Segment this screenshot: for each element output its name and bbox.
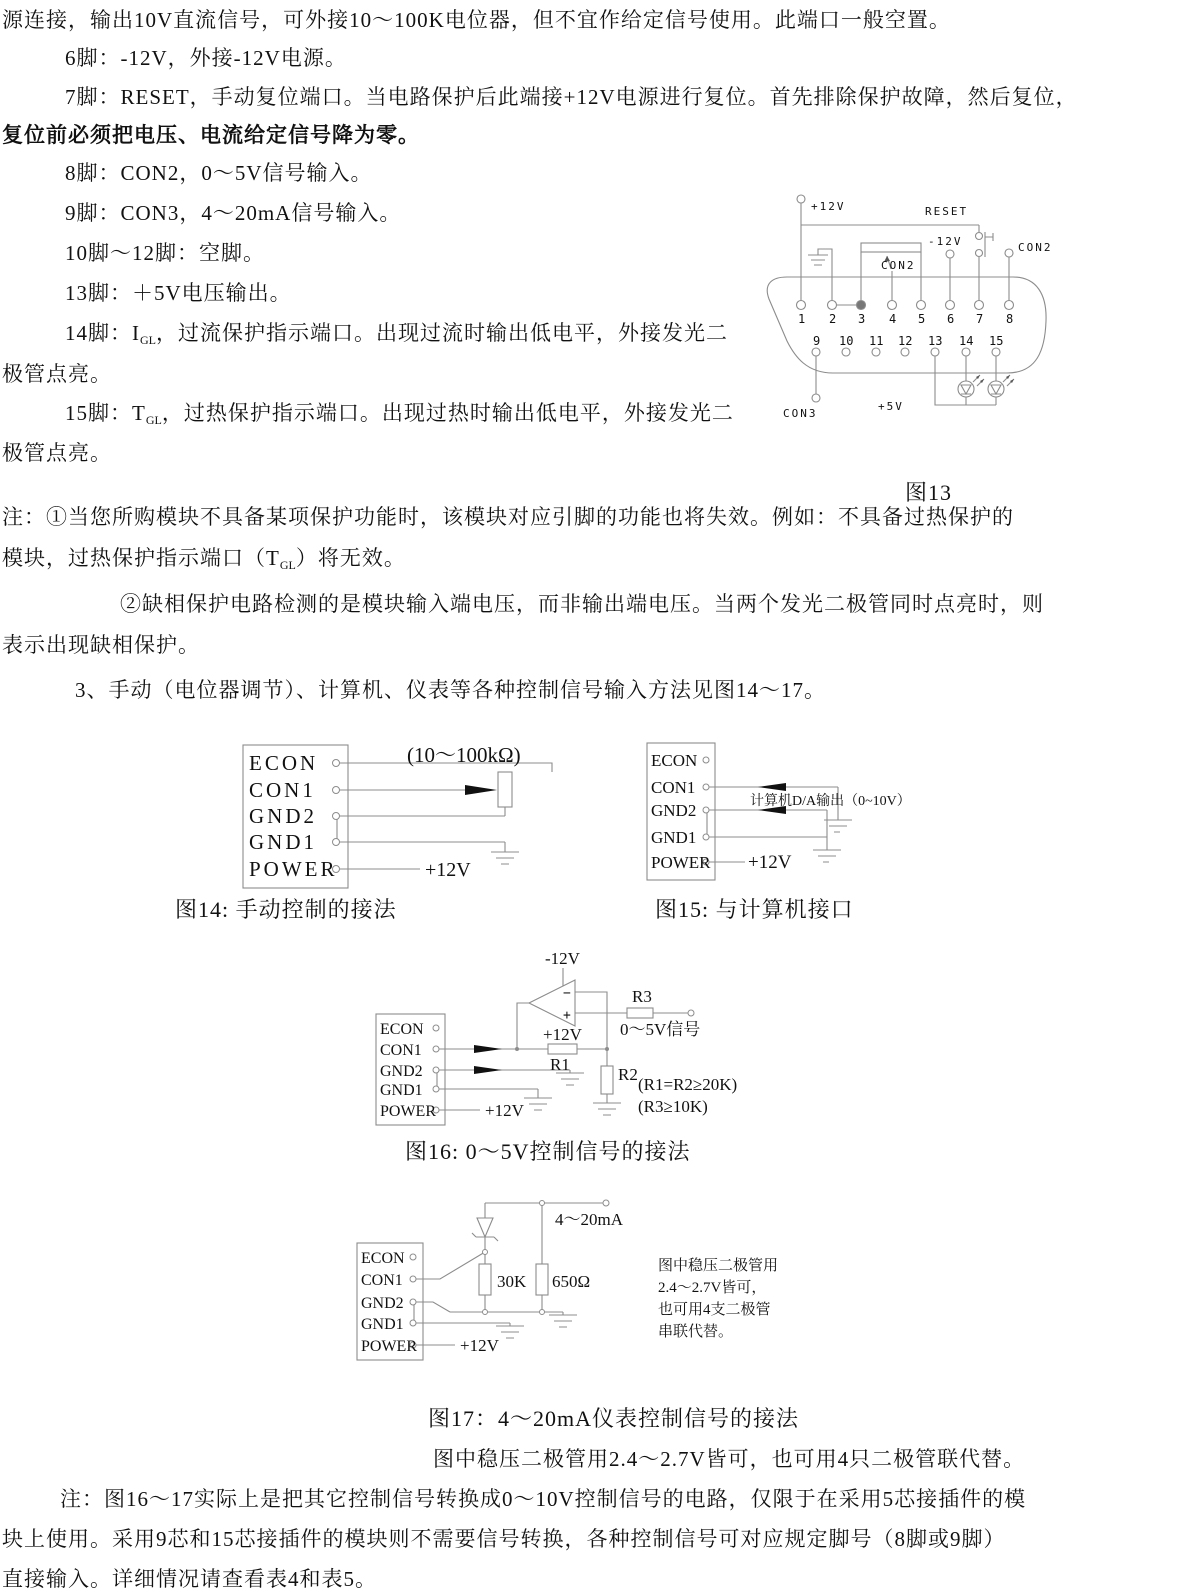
side-note-line: 2.4～2.7V皆可， (658, 1280, 767, 1296)
fig17-pin-labels (361, 1250, 417, 1355)
body-line: 6脚：-12V，外接-12V电源。 (65, 46, 347, 70)
pin-label: CON1 (651, 778, 696, 797)
opamp-minus-sign: − (563, 986, 571, 1001)
side-note-line: 串联代替。 (658, 1324, 734, 1340)
r3-label: R3 (632, 987, 652, 1006)
body-line-pre: 15脚：T (65, 401, 146, 425)
body-line: 极管点亮。 (2, 441, 112, 465)
pin-number: 7 (976, 312, 984, 326)
pin-label: GND1 (380, 1082, 423, 1099)
pot-value-label: (10～100kΩ) (407, 743, 521, 767)
da-output-label: 计算机D/A输出（0~10V） (750, 794, 911, 809)
fig13-caption: 图13 (905, 480, 953, 505)
pin-label: ECON (380, 1021, 424, 1038)
pin-label: GND1 (249, 830, 317, 854)
con2-pot-label: CON2 (881, 259, 916, 272)
pin-label: ECON (249, 751, 319, 775)
plus12v-label: +12V (460, 1336, 499, 1355)
fig13-terminals (797, 195, 1014, 402)
pin-number: 5 (918, 312, 926, 326)
body-line-post: ，过热保护指示端口。出现过热时输出低电平，外接发光二 (161, 401, 734, 425)
plus12v-label: +12V (811, 200, 846, 213)
pin-label: POWER (361, 1338, 417, 1355)
fig14-pin-labels (249, 751, 338, 881)
con2-pin8-label: CON2 (1018, 241, 1053, 254)
fig15-caption: 图15: 与计算机接口 (655, 897, 854, 922)
pin-number: 11 (869, 334, 884, 348)
subscript: GL (140, 333, 156, 347)
pin-number: 9 (813, 334, 821, 348)
pin-number: 14 (959, 334, 974, 348)
fig17-side-note (658, 1255, 778, 1343)
pin-number: 15 (989, 334, 1004, 348)
body-line-bold: 复位前必须把电压、电流给定信号降为零。 (2, 123, 420, 147)
fig14-pins (333, 760, 340, 873)
plus12v-label: +12V (425, 859, 471, 881)
pin-label: POWER (249, 857, 338, 881)
pin-number: 6 (947, 312, 955, 326)
con3-label: CON3 (783, 407, 818, 420)
pin-label: GND1 (651, 828, 697, 847)
body-line: 块上使用。采用9芯和15芯接插件的模块则不需要信号转换，各种控制信号可对应规定脚号（8脚或9脚） (2, 1527, 1006, 1551)
opamp-plus-sign: + (563, 1008, 571, 1023)
pin-number: 2 (829, 312, 837, 326)
body-line: 图中稳压二极管用2.4～2.7V皆可，也可用4只二极管联代替。 (433, 1447, 1026, 1471)
pin-label: POWER (651, 853, 711, 872)
pin-number: 3 (858, 312, 866, 326)
pin-number: 8 (1006, 312, 1014, 326)
body-line: 9脚：CON3，4～20mA信号输入。 (65, 201, 402, 225)
pin-label: GND2 (249, 804, 317, 828)
pin-number: 12 (898, 334, 913, 348)
resistor-condition: (R3≥10K) (638, 1097, 708, 1116)
minus12v-label: -12V (928, 235, 963, 248)
pin-label: CON1 (361, 1272, 403, 1289)
fig13-labels (783, 200, 1053, 420)
fig15-pin-labels (651, 751, 711, 872)
pos12v-label: +12V (543, 1025, 582, 1044)
body-line-post: ，过流保护指示端口。出现过流时输出低电平，外接发光二 (156, 321, 728, 345)
body-line: 表示出现缺相保护。 (2, 633, 200, 657)
body-line: 13脚：＋5V电压输出。 (65, 281, 292, 305)
fig14-manual-control-diagram (235, 735, 565, 895)
neg12v-label: -12V (545, 949, 580, 968)
signal-arrow-icon (474, 1066, 502, 1074)
body-line: 注：图16～17实际上是把其它控制信号转换成0～10V控制信号的电路，仅限于在采用5芯接插件的模 (60, 1487, 1027, 1511)
resistor-condition: (R1=R2≥20K) (638, 1075, 738, 1094)
r650-label: 650Ω (552, 1272, 591, 1291)
current-label: 4～20mA (555, 1210, 623, 1229)
body-line: 7脚：RESET，手动复位端口。当电路保护后此端接+12V电源进行复位。首先排除保护故障，然后复位， (65, 85, 1078, 109)
pin-label: CON1 (380, 1042, 422, 1059)
plus12v-label: +12V (748, 852, 792, 873)
pin-label: GND2 (651, 801, 697, 820)
pin-number: 1 (798, 312, 806, 326)
pin-label: GND2 (380, 1063, 423, 1080)
side-note-line: 图中稳压二极管用 (658, 1258, 779, 1274)
wiper-arrow-icon (465, 785, 497, 795)
pin-label: CON1 (249, 778, 316, 802)
signal-label: 0～5V信号 (620, 1020, 701, 1039)
pin-number: 4 (889, 312, 897, 326)
r30k-label: 30K (497, 1272, 527, 1291)
body-line-pre: 模块，过热保护指示端口（T (2, 546, 280, 570)
fig13-pin-numbers (798, 312, 1013, 348)
body-line: 8脚：CON2，0～5V信号输入。 (65, 161, 373, 185)
body-line (65, 321, 728, 352)
body-line: 10脚～12脚：空脚。 (65, 241, 265, 265)
fig14-caption: 图14: 手动控制的接法 (175, 897, 397, 922)
body-line: ②缺相保护电路检测的是模块输入端电压，而非输出端电压。当两个发光二极管同时点亮时，则 (120, 592, 1044, 616)
r2-label: R2 (618, 1065, 638, 1084)
plus5v-label: +5V (878, 400, 904, 413)
body-line: 注：①当您所购模块不具备某项保护功能时，该模块对应引脚的功能也将失效。例如：不具备过热保护的 (2, 505, 1014, 529)
body-line-pre: 14脚：I (65, 321, 140, 345)
fig16-caption: 图16: 0～5V控制信号的接法 (405, 1139, 691, 1164)
fig15-pins (703, 757, 709, 865)
body-line (2, 546, 406, 577)
body-line: 极管点亮。 (2, 362, 112, 386)
plus12v-label: +12V (485, 1101, 524, 1120)
fig13-connector-diagram (745, 185, 1115, 435)
side-note-line: 也可用4支二极管 (658, 1302, 771, 1318)
pin-label: ECON (651, 751, 698, 770)
reset-label: RESET (925, 205, 969, 218)
pin-label: POWER (380, 1103, 436, 1120)
signal-arrow-icon (758, 783, 786, 791)
pin-label: GND1 (361, 1316, 404, 1333)
fig15-computer-interface-diagram (640, 735, 960, 885)
pin-label: GND2 (361, 1295, 404, 1312)
pin-label: ECON (361, 1250, 405, 1267)
signal-arrow-icon (474, 1045, 502, 1053)
subscript: GL (279, 558, 296, 572)
pin-number: 13 (928, 334, 943, 348)
fig16-pin-labels (380, 1021, 436, 1120)
body-line: 直接输入。详细情况请查看表4和表5。 (2, 1567, 377, 1591)
subscript: GL (145, 413, 162, 427)
body-line: 源连接，输出10V直流信号，可外接10～100K电位器，但不宜作给定信号使用。此端口一般空置。 (2, 8, 951, 32)
fig16-0to5v-diagram (370, 940, 810, 1135)
body-line: 3、手动（电位器调节）、计算机、仪表等各种控制信号输入方法见图14～17。 (75, 678, 826, 702)
r1-label: R1 (550, 1055, 570, 1074)
pin-number: 10 (839, 334, 854, 348)
fig16-arrows (474, 1045, 502, 1074)
body-line-post: ）将无效。 (295, 546, 406, 570)
opamp-signs (563, 986, 571, 1023)
body-line (65, 401, 734, 432)
fig17-caption: 图17：4～20mA仪表控制信号的接法 (428, 1406, 800, 1431)
